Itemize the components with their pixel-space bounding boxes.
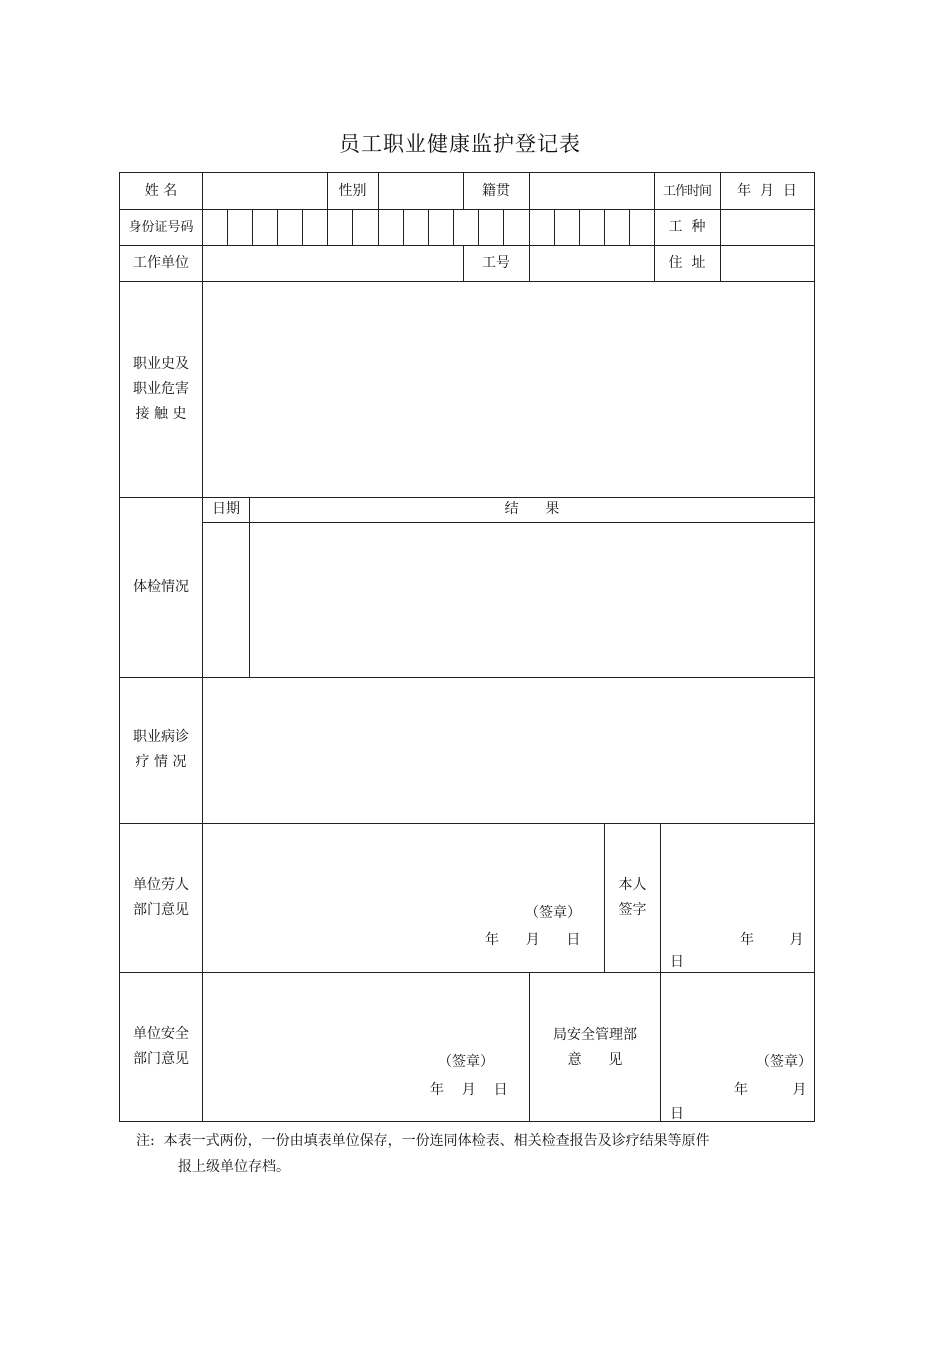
occupational-history-label: 职业史及 职业危害 接 触 史 <box>133 355 189 422</box>
bureau-safety-label: 局安全管理部 意 见 <box>553 1027 637 1068</box>
address-label: 住 址 <box>668 254 706 271</box>
form-title: 员工职业健康监护登记表 <box>339 132 581 156</box>
gender-label: 性别 <box>338 182 367 199</box>
bureau-seal: （签章） <box>756 1054 812 1070</box>
footnote-line-2: 报上级单位存档。 <box>178 1159 290 1175</box>
physical-exam-label: 体检情况 <box>133 578 189 595</box>
work-time-label: 工作时间 <box>662 183 711 199</box>
labor-dept-label: 单位劳人 部门意见 <box>133 876 189 918</box>
employer-label: 工作单位 <box>133 254 189 271</box>
id-number-label: 身份证号码 <box>128 219 194 235</box>
bureau-date-year-month: 年 月 <box>734 1082 807 1098</box>
footnote-line-1: 注: 本表一式两份，一份由填表单位保存，一份连同体检表、相关检查报告及诊疗结果等原件 <box>136 1133 710 1149</box>
self-signature-label: 本人 签字 <box>618 876 647 918</box>
self-sign-date-day: 日 <box>670 954 684 970</box>
job-type-label: 工 种 <box>668 218 706 235</box>
self-sign-date-year-month: 年 月 <box>740 932 804 948</box>
footnote <box>136 1128 710 1180</box>
native-place-label: 籍贯 <box>482 182 510 199</box>
labor-date: 年 月 日 <box>485 932 581 948</box>
diagnosis-label: 职业病诊 疗 情 况 <box>133 729 189 770</box>
safety-date: 年 月 日 <box>430 1082 508 1098</box>
safety-dept-label: 单位安全 部门意见 <box>133 1026 189 1067</box>
exam-date-header: 日期 <box>212 501 240 517</box>
labor-seal: （签章） <box>525 905 581 921</box>
safety-seal: （签章） <box>438 1054 494 1070</box>
bureau-date-day: 日 <box>670 1106 684 1122</box>
name-label: 姓 名 <box>144 182 178 199</box>
registration-form <box>119 172 815 1122</box>
staff-number-label: 工号 <box>482 254 510 271</box>
work-time-date: 年 月 日 <box>737 182 797 199</box>
exam-result-header: 结 果 <box>504 501 560 517</box>
